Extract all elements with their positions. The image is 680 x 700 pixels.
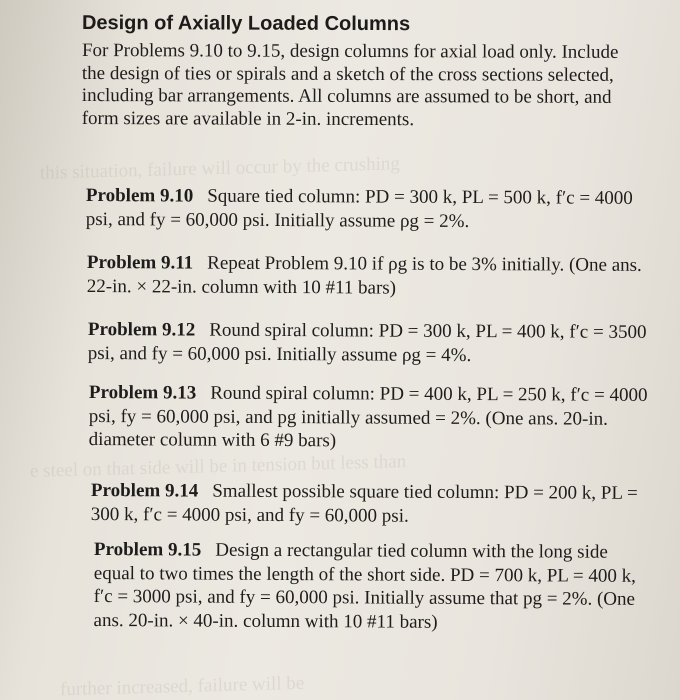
problem-text: Round spiral column: PD = 400 k, PL = 250 k, f′c = 4000 psi, fy = 60,000 psi, and pg initially assumed = 2%. (One ans. 20-in. diameter column with 6 #9 bars) xyxy=(88,382,648,452)
problem-number: Problem 9.14 xyxy=(90,480,199,502)
problem-9-13 xyxy=(89,381,649,454)
show-through-text: this situation, failure will occur by the crushing xyxy=(40,153,400,184)
problem-number: Problem 9.11 xyxy=(86,251,194,274)
problem-9-11 xyxy=(87,251,647,301)
problem-9-14 xyxy=(91,479,651,529)
problem-number: Problem 9.13 xyxy=(88,382,197,404)
problem-9-12 xyxy=(88,318,648,368)
show-through-text: further increased, failure will be xyxy=(60,672,305,700)
problem-text: Square tied column: PD = 300 k, PL = 500 k, f′c = 4000 psi, and fy = 60,000 psi. Initially assume ρg = 2%. xyxy=(85,185,633,232)
problem-text: Design a rectangular tied column with the long side equal to two times the length of the short side. PD = 700 k, PL = 400 k, f′c = 3000 psi, and fy = 60,000 psi. Initially assume that pg = 2%. (One ans. 20-in. × 40-in. column with 10 #11 bars) xyxy=(93,539,636,633)
section-title: Design of Axially Loaded Columns xyxy=(81,12,411,36)
show-through-text: e steel on that side will be in tension but less than xyxy=(30,451,407,482)
problem-text: Repeat Problem 9.10 if ρg is to be 3% initially. (One ans. 22-in. × 22-in. column with 10 #11 bars) xyxy=(86,252,642,299)
problem-text: Smallest possible square tied column: PD = 200 k, PL = 300 k, f′c = 4000 psi, and fy = 60,000 psi. xyxy=(90,480,638,527)
problem-9-10 xyxy=(86,184,646,234)
section-intro: For Problems 9.10 to 9.15, design columns for axial load only. Include the design of ties or spirals and a sketch of the cross sections selected, including bar arrangements. All columns are assumed to be short, and form sizes are available in 2-in. increments. xyxy=(81,40,619,130)
problem-number: Problem 9.10 xyxy=(85,184,194,207)
problem-number: Problem 9.12 xyxy=(87,319,196,341)
problem-text: Round spiral column: PD = 300 k, PL = 400 k, f′c = 3500 psi, and fy = 60,000 psi. Initially assume ρg = 4%. xyxy=(87,319,647,366)
problem-number: Problem 9.15 xyxy=(93,539,202,561)
problem-9-15 xyxy=(94,538,649,635)
